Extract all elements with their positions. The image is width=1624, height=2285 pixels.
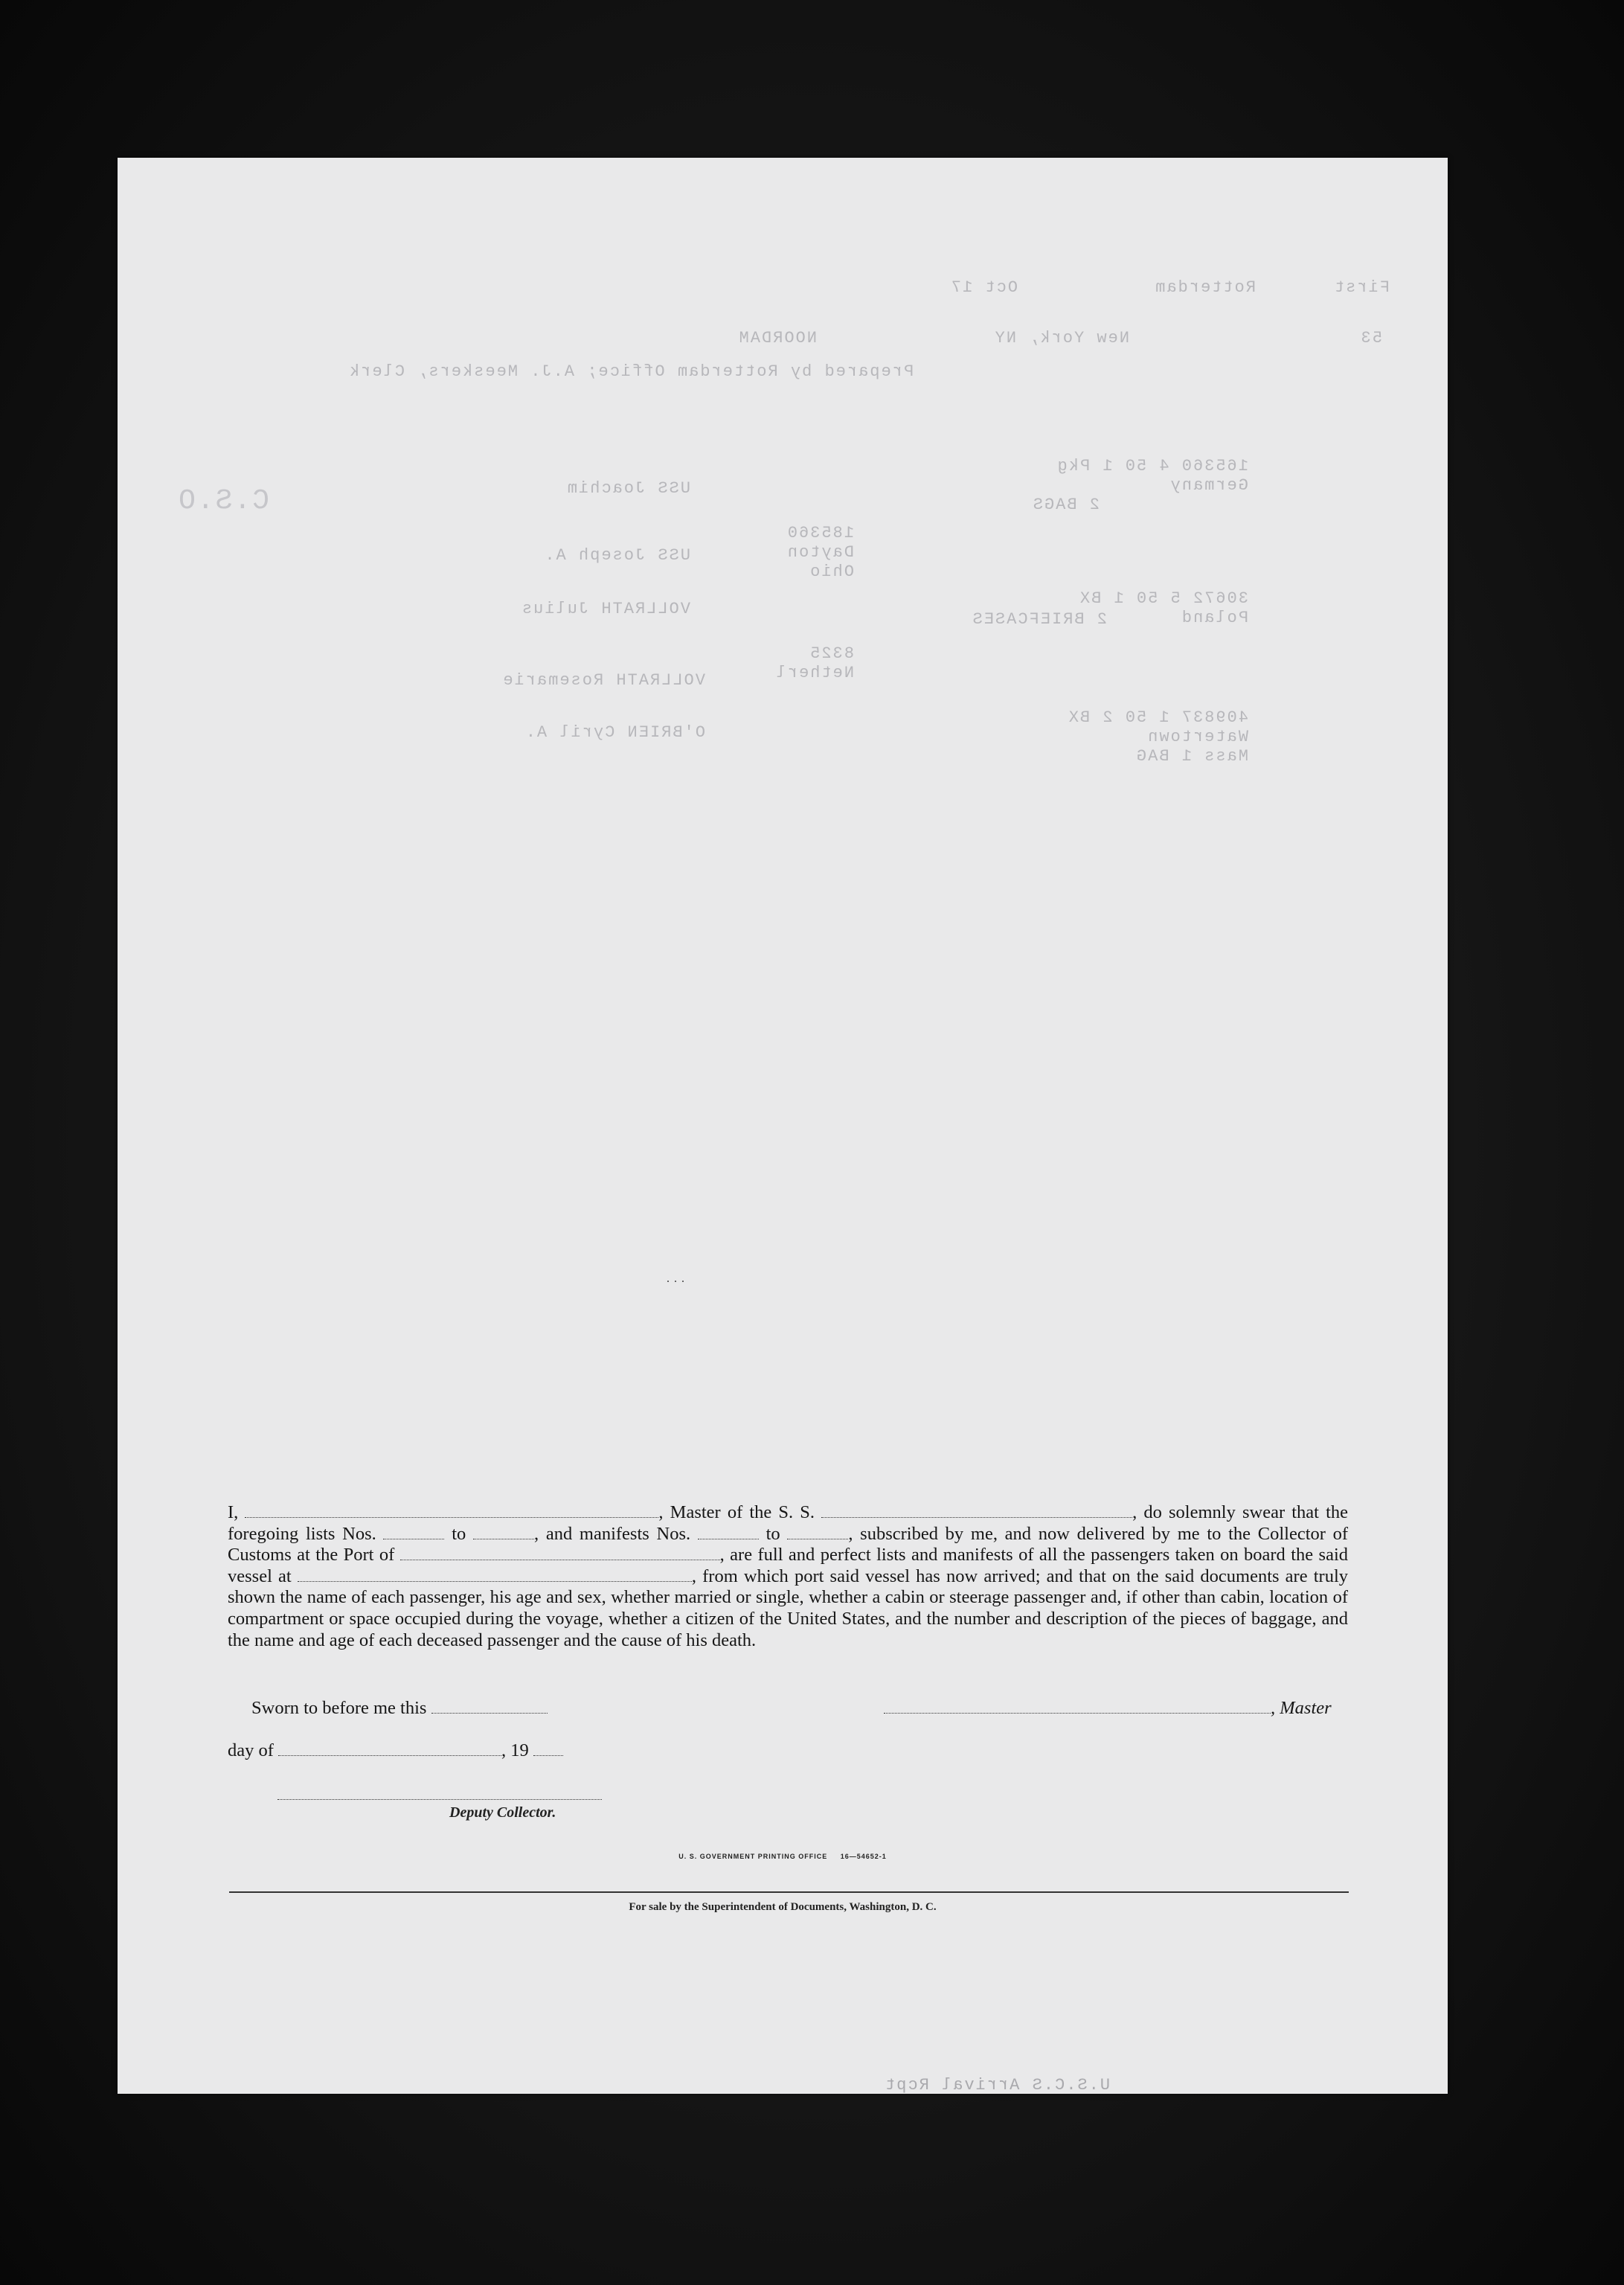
bleed-prepared-by: Prepared by Rotterdam Office; A.J. Meeskers, Clerk: [348, 362, 914, 381]
deputy-signature-blank[interactable]: [277, 1786, 602, 1800]
bleed-entry-place: Watertown: [1146, 728, 1248, 746]
bleed-entry-baggage: Mass 1 BAG: [1134, 747, 1248, 766]
oath-text: , do solemnly: [1132, 1502, 1236, 1522]
oath-text: manifests of all the passengers taken on board the said vessel at: [228, 1545, 1348, 1586]
bleed-entry-name: USS Joseph A.: [543, 546, 690, 565]
bleed-destination: New York, NY: [993, 329, 1129, 347]
list-from-blank[interactable]: [383, 1525, 444, 1539]
bleed-entry-place: Dayton: [786, 543, 854, 562]
deputy-collector-label: Deputy Collector.: [449, 1804, 556, 1821]
oath-text: to: [452, 1523, 466, 1544]
master-name-blank[interactable]: [245, 1504, 658, 1518]
bleed-entry-values: 30672 5 50 1 BX: [1078, 589, 1248, 608]
bleed-entry-name: VOLLRATH Rosemarie: [501, 671, 705, 690]
bleed-side-mark: C.S.O: [177, 485, 270, 517]
master-signature-blank[interactable]: [884, 1699, 1271, 1714]
bleed-entry-place: Netherl: [774, 664, 854, 682]
bleed-entry-name: USS Joachim: [565, 479, 690, 498]
sale-notice: For sale by the Superintendent of Documents, Washington, D. C.: [629, 1901, 937, 1913]
oath-text: I,: [228, 1502, 239, 1522]
stray-dots: ...: [667, 1272, 689, 1285]
oath-text: , are full and perfect lists and: [719, 1545, 938, 1565]
bleed-entry-place: Germany: [1169, 476, 1248, 495]
bleed-entry-values: 165360 4 50 1 Pkg: [1056, 457, 1248, 475]
bleed-date: Oct 17: [949, 278, 1018, 297]
oath-text: , subscribed by me, and now: [848, 1523, 1070, 1544]
bleed-entry-name: VOLLRATH Julius: [520, 600, 690, 618]
day-of-label: day of: [228, 1740, 274, 1760]
ship-name-blank[interactable]: [821, 1504, 1132, 1518]
bleed-entry-name: O'BRIEN Cyril A.: [524, 723, 705, 742]
oath-text: swear that the foregoing lists Nos.: [228, 1502, 1349, 1544]
bleed-bottom-mark: U.S.C.S Arrival Rcpt: [884, 2076, 1111, 2094]
bleed-entry-baggage: 2 BAGS: [1031, 496, 1100, 514]
printer-imprint: U. S. GOVERNMENT PRINTING OFFICE 16—54652-1: [678, 1853, 887, 1860]
oath-text: , Master of the S. S.: [658, 1502, 815, 1522]
list-to-blank[interactable]: [473, 1525, 534, 1539]
master-signature-row: [884, 1698, 1332, 1719]
departure-port-blank[interactable]: [298, 1568, 692, 1582]
manifest-to-blank[interactable]: [787, 1525, 848, 1539]
year-blank[interactable]: [533, 1742, 563, 1756]
year-label: , 19: [501, 1740, 529, 1760]
bleed-entry-values: 8325: [809, 644, 854, 663]
oath-text: to: [766, 1523, 780, 1544]
master-label: , Master: [1271, 1698, 1332, 1718]
oath-text: port said vessel has now arrived; and that on the said documents are truly shown the name of each passenger, his age and sex, whether married or single, whether a cabin or steerage passenger and, if other than cabin, location of compartment or space occupied during the voyage, whether a citizen of the United States, and the number and description of the pieces of baggage, and the name and age of each deceased passenger and the cause of his death.: [228, 1565, 1349, 1650]
bleed-entry-values: 185360: [786, 524, 854, 542]
manifest-from-blank[interactable]: [698, 1525, 759, 1539]
master-oath-paragraph: [228, 1502, 1348, 1651]
bleed-entry-place: Poland: [1180, 609, 1248, 627]
oath-text: , and manifests Nos.: [533, 1523, 691, 1544]
bleed-ship: NOORDAM: [737, 329, 817, 347]
bleed-code: 53: [1359, 329, 1382, 347]
month-blank[interactable]: [278, 1742, 501, 1756]
bleed-port: Rotterdam: [1154, 278, 1256, 297]
port-blank[interactable]: [400, 1546, 720, 1560]
bleed-entry-baggage: 2 BRIEFCASES: [971, 610, 1107, 629]
day-of-row: [228, 1740, 563, 1761]
bleed-class: First: [1332, 278, 1390, 297]
sworn-label: Sworn to before me this: [251, 1698, 427, 1718]
footer-rule: [229, 1891, 1349, 1893]
sworn-date-blank[interactable]: [431, 1699, 548, 1714]
oath-text: delivered by me to the Collector of Customs at the Port of: [228, 1523, 1349, 1565]
manifest-page: [118, 158, 1448, 2094]
bleed-entry-values: 409837 1 50 2 BX: [1067, 708, 1248, 727]
oath-text: , from which: [691, 1565, 789, 1586]
bleed-entry-baggage: Ohio: [809, 563, 854, 581]
sworn-row: [251, 1698, 548, 1719]
